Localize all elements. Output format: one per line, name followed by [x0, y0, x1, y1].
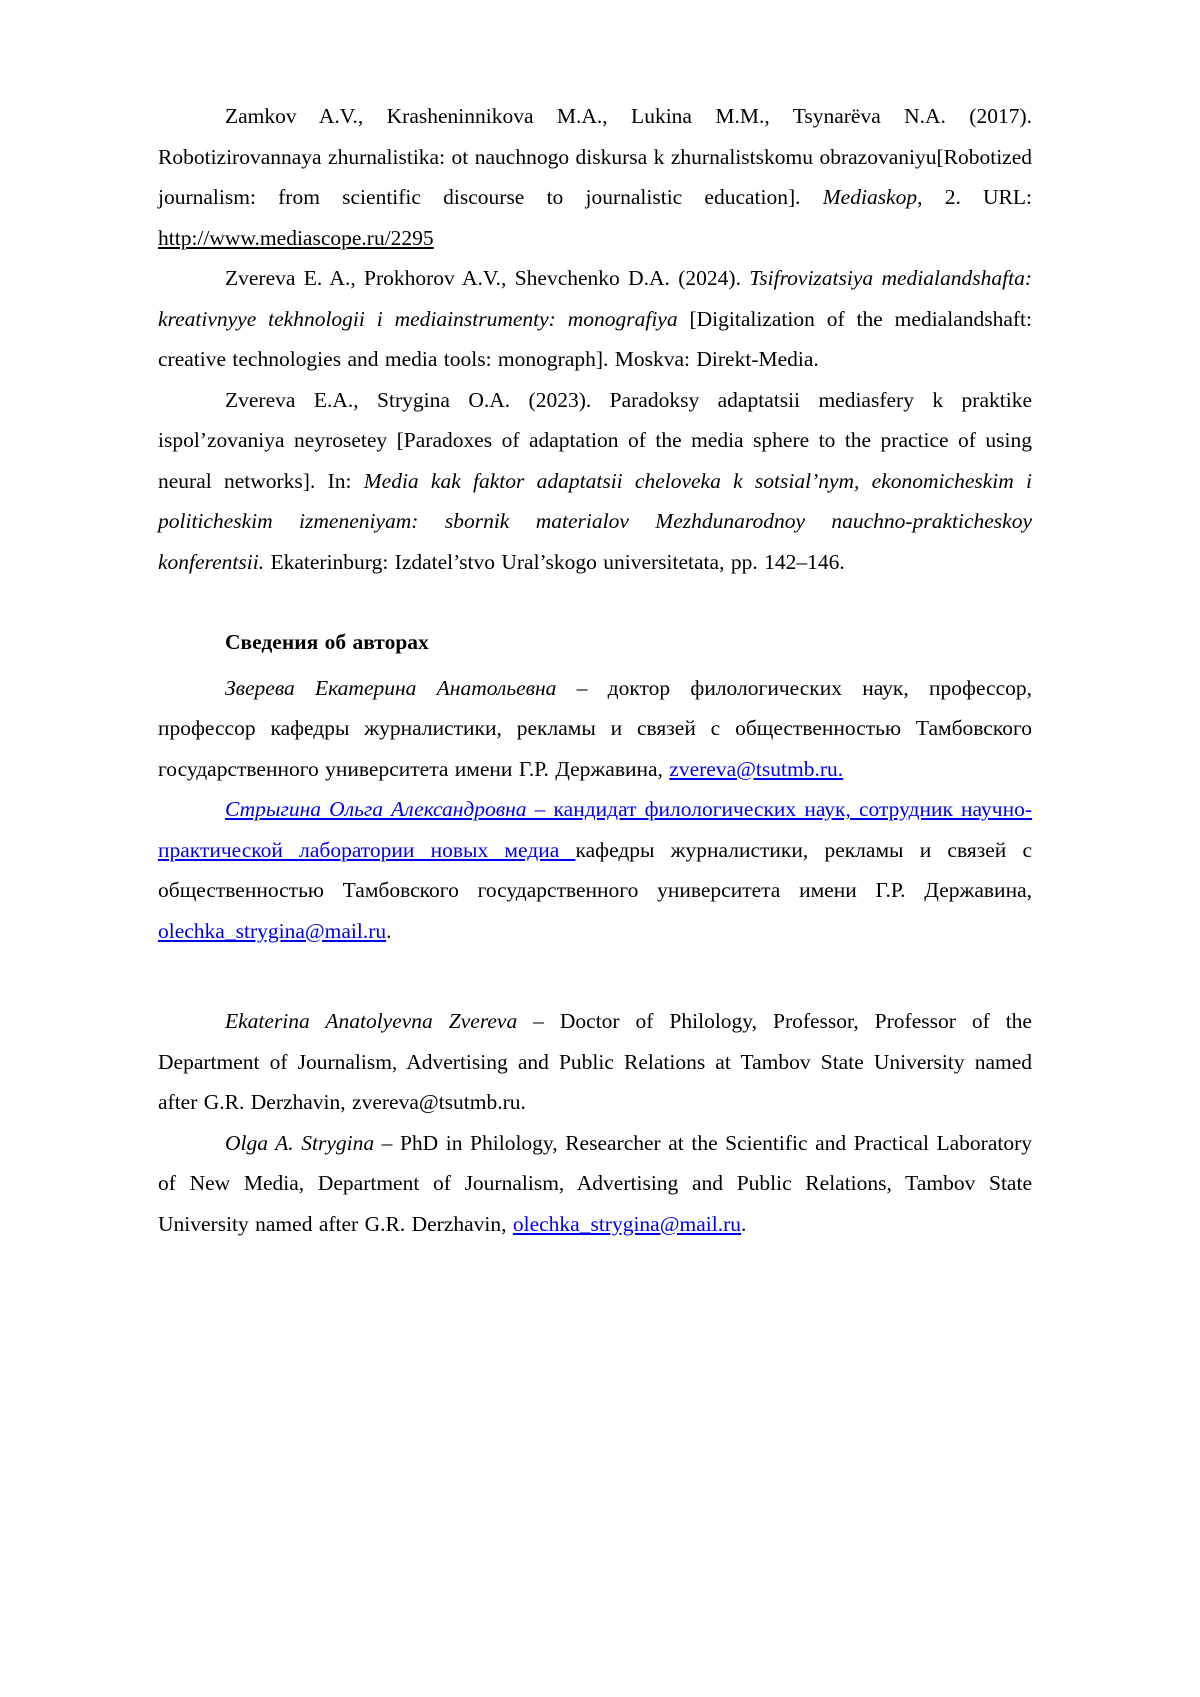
strygina-email-link-en[interactable]: olechka_strygina@mail.ru: [512, 1211, 742, 1236]
author-zvereva-en: [158, 1001, 1032, 1123]
text-run: Media kak faktor adaptatsii cheloveka k sotsial’nym, ekonomicheskim i politicheskim izmeneniyam: sbornik materialov Mezhdunarodnoy nauchno-prakticheskoy konferentsii.: [158, 468, 1032, 574]
text-run: Mediaskop: [822, 185, 918, 209]
text-run: Zvereva E. A., Prokhorov A.V., Shevchenko D.A. (2024).: [225, 266, 750, 290]
text-run: – кандидат филологических наук, сотрудник научно-практической лаборатории новых медиа: [158, 797, 1032, 862]
text-run: Сведения об авторах: [225, 630, 429, 654]
text-run: – доктор филологических наук, профессор, профессор кафедры журналистики, рекламы и связей с общественностью Тамбовского государственного университета имени Г.Р. Державина,: [158, 675, 1032, 781]
strygina-email-link-ru[interactable]: olechka_strygina@mail.ru: [158, 918, 387, 943]
authors-info-heading: [158, 622, 1032, 663]
text-run: кафедры журналистики, рекламы и связей с общественностью Тамбовского государственного университета имени Г.Р. Державина,: [158, 837, 1032, 902]
author-strygina-en: [158, 1123, 1032, 1245]
author-strygina-ru: [158, 789, 1032, 951]
text-run: Ekaterinburg: Izdatel’stvo Ural’skogo universitetata, pp. 142–146.: [264, 549, 845, 574]
text-run: .: [741, 1211, 747, 1236]
text-run: Zvereva E.A., Strygina O.A. (2023). Paradoksy adaptatsii mediasfery k praktike ispol’zovaniya neyrosetey [Paradoxes of adaptation of the media sphere to the practice of using neural networks]. In:: [158, 387, 1032, 493]
text-run: – PhD in Philology, Researcher at the Scientific and Practical Laboratory of New Media, Department of Journalism, Advertising and Public Relations, Tambov State University named after G.R. Derzhavin,: [158, 1130, 1032, 1236]
reference-zvereva-strygina: [158, 380, 1032, 583]
text-run: Olga A. Strygina: [225, 1130, 375, 1155]
document-content: [158, 96, 1032, 1244]
author-zvereva-ru: [158, 668, 1032, 790]
text-run: Tsifrovizatsiya medialandshafta: kreativnyye tekhnologii i mediainstrumenty: monografiya: [158, 266, 1032, 331]
text-run: Zamkov A.V., Krasheninnikova M.A., Lukina M.M., Tsynarëva N.A. (2017). Robotizirovannaya zhurnalistika: ot nauchnogo diskursa k zhurnalistskomu obrazovaniyu[Robotized journalism: from scientific discourse to journalistic education].: [158, 104, 1032, 209]
text-run: Стрыгина Ольга Александровна: [225, 797, 527, 821]
reference-zvereva-prokhorov-shevchenko: [158, 258, 1032, 380]
reference-zamkov: [158, 96, 1032, 258]
text-run: – Doctor of Philology, Professor, Professor of the Department of Journalism, Advertising and Public Relations at Tambov State University named after G.R. Derzhavin, zvereva@tsutmb.ru.: [158, 1009, 1032, 1114]
mediascope-url-link[interactable]: http://www.mediascope.ru/2295: [158, 225, 434, 250]
zvereva-email-link-ru[interactable]: zvereva@tsutmb.ru.: [669, 756, 844, 781]
text-run: Зверева Екатерина Анатольевна: [225, 675, 557, 700]
text-run: .: [386, 918, 392, 943]
text-run: Ekaterina Anatolyevna Zvereva: [225, 1009, 518, 1033]
text-run: , 2. URL:: [917, 185, 1032, 209]
text-run: [Digitalization of the medialandshaft: creative technologies and media tools: monograph]. Moskva: Direkt-Media.: [158, 306, 1033, 371]
